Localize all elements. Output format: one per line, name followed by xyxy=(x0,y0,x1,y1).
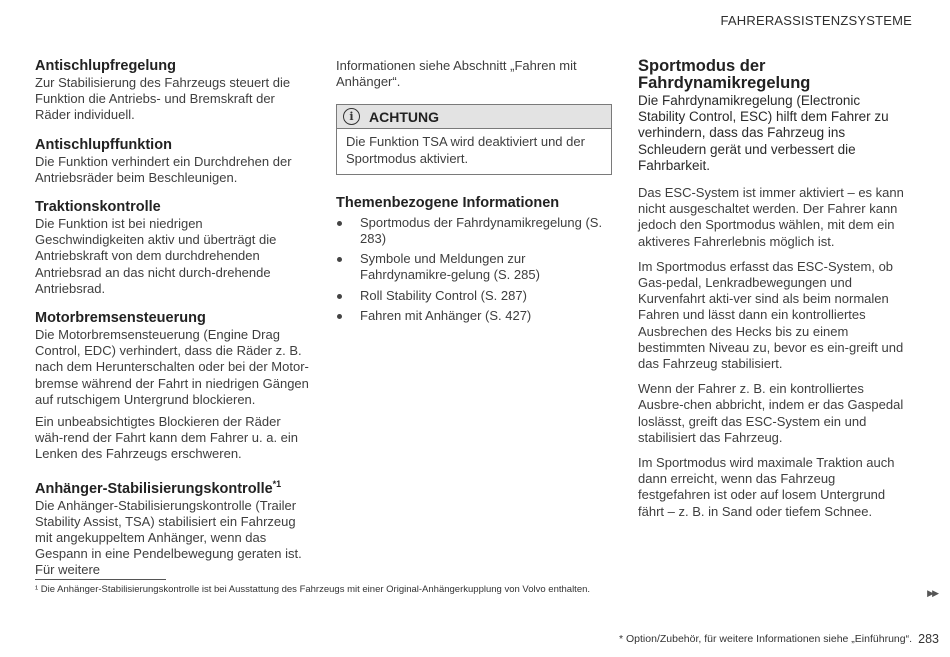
section-heading: Antischlupfregelung xyxy=(35,58,176,74)
column-left xyxy=(35,58,310,592)
page-number: 283 xyxy=(918,632,939,646)
warning-box xyxy=(336,104,612,174)
footnote-rule xyxy=(35,579,166,580)
next-page-icon[interactable]: ▶▶ xyxy=(927,588,937,598)
related-link[interactable] xyxy=(336,288,612,304)
link-label[interactable]: Sportmodus der Fahrdynamikregelung (S. 283) xyxy=(360,214,603,247)
info-icon: i xyxy=(343,108,360,125)
related-link[interactable] xyxy=(336,251,612,283)
bullet-icon xyxy=(337,294,342,299)
section-text: Die Anhänger-Stabilisierungskontrolle (Trailer Stability Assist, TSA) stabilisiert ein Fahrzeug mit angekuppeltem Anhänger, wenn das Gespann in eine Pendelbewegung geraten ist. Für weitere xyxy=(35,497,302,578)
section-text: Ein unbeabsichtigtes Blockieren der Räder wäh-rend der Fahrt kann dem Fahrer u. a. ein Lenken des Fahrzeugs erschweren. xyxy=(35,414,299,462)
section-text: Zur Stabilisierung des Fahrzeugs steuert die Funktion die Antriebs- und Bremskraft der Räder individuell. xyxy=(35,75,291,123)
article-paragraph: Im Sportmodus erfasst das ESC-System, ob Gas-pedal, Lenkradbewegungen und Kurvenfahrt akti-ver sind als beim normalen Fahren und lässt dann ein kontrolliertes Ausbrechen des Hecks bis zu einem bestimmten Niveau zu, bevor es ein-greift und das Fahrzeug stabilisiert. xyxy=(638,258,904,372)
article-paragraph: Im Sportmodus wird maximale Traktion auch dann erreicht, wenn das Fahrzeug festgefahren ist oder auf losem Untergrund fährt – z. B. in Sand oder tiefem Schnee. xyxy=(638,455,895,519)
heading-text: Anhänger-Stabilisierungskontrolle xyxy=(35,480,273,497)
column-right xyxy=(638,58,910,526)
warning-header xyxy=(337,105,611,129)
section-text: Die Funktion verhindert ein Durchdrehen der Antriebsräder beim Beschleunigen. xyxy=(35,153,292,185)
link-label[interactable]: Roll Stability Control (S. 287) xyxy=(360,287,527,303)
article-paragraph: Wenn der Fahrer z. B. ein kontrolliertes Ausbre-chen abbricht, indem er das Gaspedal loslässt, greift das ESC-System ein und stabilisiert das Fahrzeug. xyxy=(638,381,904,445)
article-paragraph: Das ESC-System ist immer aktiviert – es kann nicht ausgeschaltet werden. Der Fahrer kann jedoch den Sportmodus wählen, mit dem ein aktiveres Fahrerlebnis möglich ist. xyxy=(638,185,904,249)
article-lead: Die Fahrdynamikregelung (Electronic Stability Control, ESC) hilft dem Fahrer zu verhindern, dass das Fahrzeug ins Schleudern gerät und verbessert die Fahrbarkeit. xyxy=(638,93,889,173)
related-heading: Themenbezogene Informationen xyxy=(336,194,560,211)
bullet-icon xyxy=(337,257,342,262)
warning-title: ACHTUNG xyxy=(369,108,439,125)
related-link[interactable] xyxy=(336,308,612,324)
section-antischlupfregelung xyxy=(35,58,310,124)
section-heading: Antischlupffunktion xyxy=(35,136,172,153)
footnote-marker[interactable]: *1 xyxy=(272,478,282,489)
bullet-icon xyxy=(337,221,342,226)
option-note: * Option/Zubehör, für weitere Informationen siehe „Einführung“. xyxy=(619,633,912,645)
section-motorbremsensteuerung xyxy=(35,310,310,463)
section-anhaenger-stabilisierung xyxy=(35,476,310,579)
section-antischlupffunktion xyxy=(35,137,310,186)
section-heading: Motorbremsensteuerung xyxy=(35,310,206,327)
column-middle xyxy=(336,58,612,328)
section-heading xyxy=(35,476,310,498)
section-heading: Traktionskontrolle xyxy=(35,199,161,216)
section-text: Die Funktion ist bei niedrigen Geschwindigkeiten aktiv und überträgt die Antriebskraft von dem durchdrehenden Antriebsrad an das nicht durch-drehende Antriebsrad. xyxy=(35,216,277,296)
related-link[interactable] xyxy=(336,215,612,247)
warning-text: Die Funktion TSA wird deaktiviert und der Sportmodus aktiviert. xyxy=(346,134,585,166)
section-traktionskontrolle xyxy=(35,199,310,297)
link-label[interactable]: Fahren mit Anhänger (S. 427) xyxy=(360,307,532,323)
bullet-icon xyxy=(337,314,342,319)
chapter-title: FAHRERASSISTENZSYSTEME xyxy=(720,13,912,28)
section-text: Die Motorbremsensteuerung (Engine Drag Control, EDC) verhindert, dass die Räder z. B. nach dem Herunterschalten oder bei der Motor-bremse während der Fahrt in niedrigen Gängen auf rutschigem Untergrund blockieren. xyxy=(35,327,309,407)
link-label[interactable]: Symbole und Meldungen zur Fahrdynamikre-gelung (S. 285) xyxy=(360,251,540,283)
continued-text: Informationen siehe Abschnitt „Fahren mit Anhänger“. xyxy=(336,58,577,90)
related-list xyxy=(336,215,612,324)
footnote: ¹ Die Anhänger-Stabilisierungskontrolle ist bei Ausstattung des Fahrzeugs mit einer Original-Anhängerkupplung von Volvo enthalten. xyxy=(35,584,591,595)
article-title: Sportmodus der Fahrdynamikregelung xyxy=(638,57,811,92)
